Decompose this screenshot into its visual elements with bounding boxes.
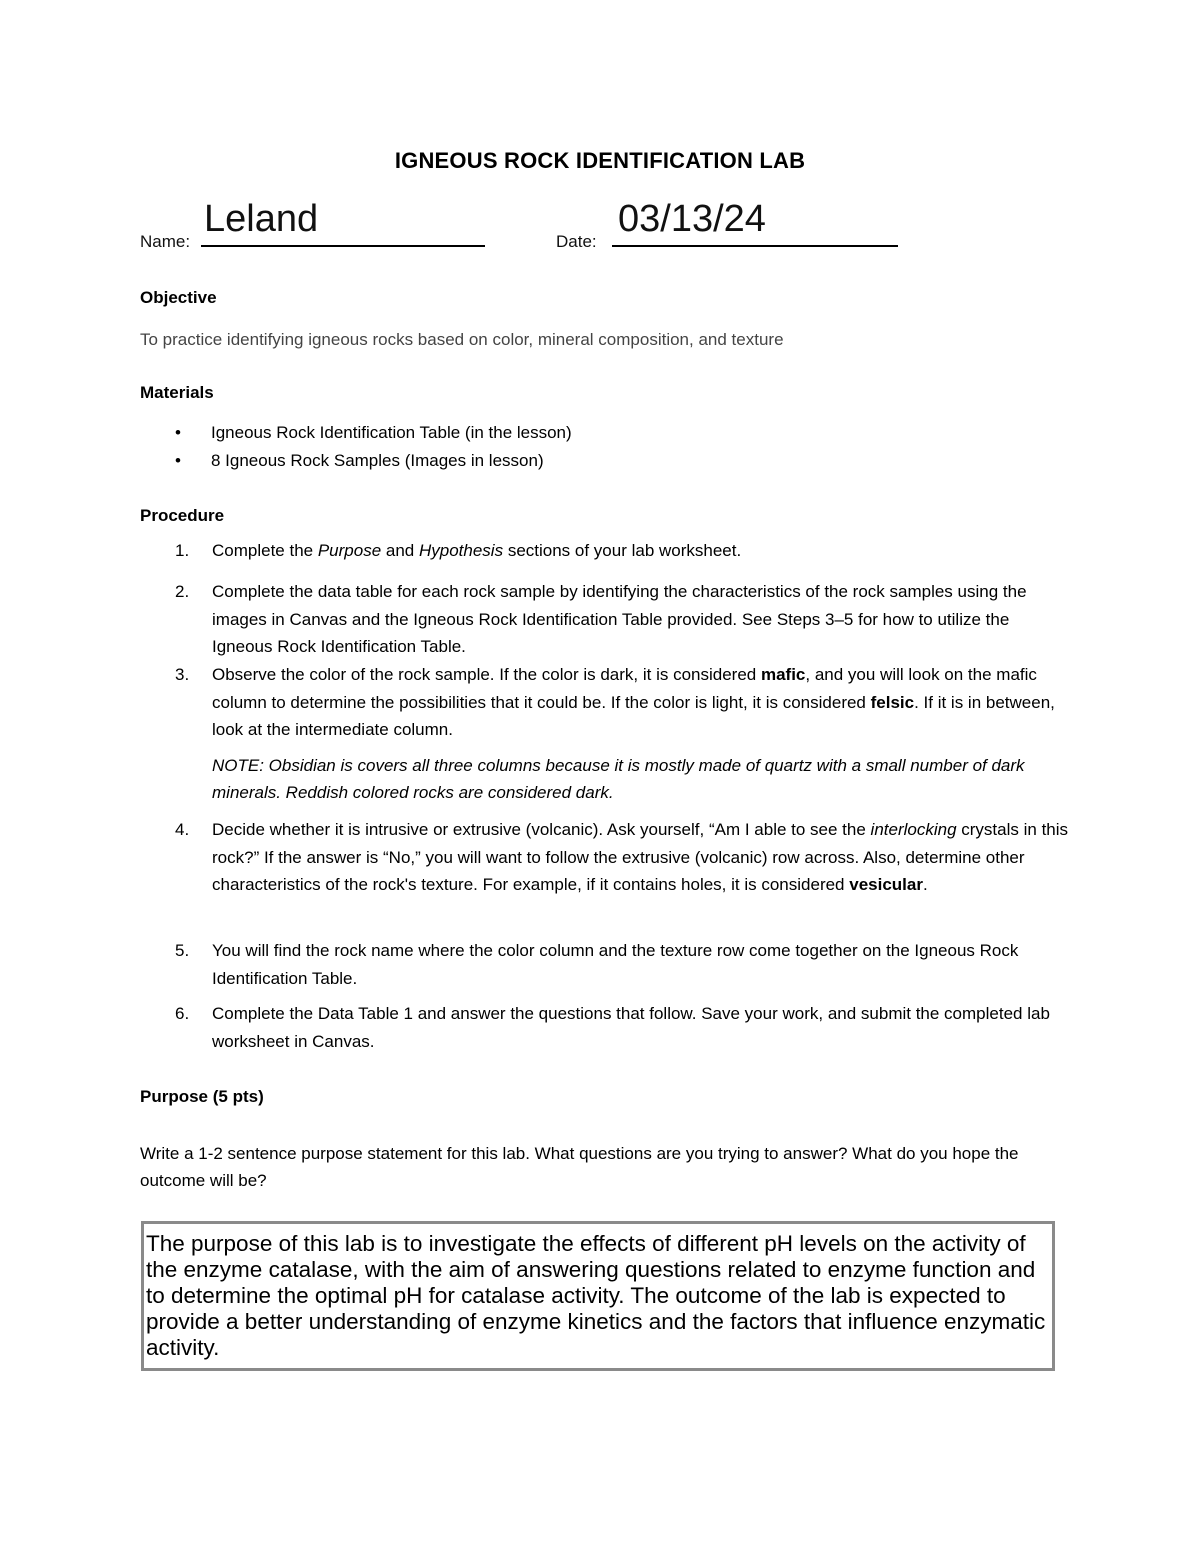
date-label: Date: (556, 232, 597, 251)
step-text: Decide whether it is intrusive or extrusive (volcanic). Ask yourself, “Am I able to see the interlocking crystals in this rock?” If the answer is “No,” you will want to follow the extrusive (volcanic) row across. Also, determine other characteristics of the rock's texture. For example, if it contains holes, it is considered vesicular. (212, 820, 1069, 894)
materials-item (175, 423, 572, 443)
page-title: IGNEOUS ROCK IDENTIFICATION LAB (394, 148, 806, 173)
procedure-step-6 (175, 1000, 1070, 1055)
step-number: 2. (175, 582, 190, 601)
step-number: 6. (175, 1004, 190, 1023)
procedure-heading: Procedure (140, 506, 225, 525)
step-text: Complete the Data Table 1 and answer the questions that follow. Save your work, and submit the completed lab worksheet in Canvas. (212, 1004, 1050, 1051)
materials-item-text: 8 Igneous Rock Samples (Images in lesson) (211, 451, 544, 470)
bullet-icon: • (175, 423, 181, 442)
step-text: Complete the data table for each rock sample by identifying the characteristics of the rock samples using the images in Canvas and the Igneous Rock Identification Table provided. See Steps 3–5 for how to utilize the Igneous Rock Identification Table. (212, 582, 1027, 656)
step-text: You will find the rock name where the color column and the texture row come together on the Igneous Rock Identification Table. (212, 941, 1019, 988)
date-value[interactable]: 03/13/24 (618, 198, 766, 240)
step-number: 1. (175, 541, 190, 560)
procedure-step-4 (175, 816, 1070, 899)
step-number: 3. (175, 665, 190, 684)
step-number: 4. (175, 820, 190, 839)
name-value[interactable]: Leland (204, 198, 319, 240)
purpose-answer-text[interactable]: The purpose of this lab is to investigate the effects of different pH levels on the activity of the enzyme catalase, with the aim of answering questions related to enzyme function and to determine the optimal pH for catalase activity. The outcome of the lab is expected to provide a better understanding of enzyme kinetics and the factors that influence enzymatic activity. (146, 1231, 1046, 1360)
objective-text: To practice identifying igneous rocks based on color, mineral composition, and texture (140, 330, 784, 349)
bullet-icon: • (175, 451, 181, 470)
step-text: Observe the color of the rock sample. If the color is dark, it is considered mafic, and you will look on the mafic column to determine the possibilities that it could be. If the color is light, it is considered felsic. If it is in between, look at the intermediate column. (212, 665, 1055, 739)
name-label: Name: (140, 232, 191, 251)
purpose-prompt: Write a 1-2 sentence purpose statement for this lab. What questions are you trying to answer? What do you hope the outcome will be? (140, 1144, 1019, 1190)
procedure-step-2 (175, 578, 1070, 661)
materials-item-text: Igneous Rock Identification Table (in the lesson) (211, 423, 572, 442)
procedure-step-5 (175, 937, 1070, 992)
objective-heading: Objective (140, 288, 217, 307)
purpose-heading: Purpose (5 pts) (140, 1087, 264, 1106)
procedure-step-1 (175, 537, 1070, 565)
materials-heading: Materials (140, 383, 214, 402)
step-note: NOTE: Obsidian is covers all three columns because it is mostly made of quartz with a small number of dark minerals. Reddish colored rocks are considered dark. (212, 755, 1025, 802)
procedure-step-3 (175, 661, 1070, 807)
step-text: Complete the Purpose and Hypothesis sections of your lab worksheet. (212, 541, 742, 560)
date-underline (612, 245, 898, 247)
step-number: 5. (175, 941, 190, 960)
name-underline (201, 245, 485, 247)
materials-item (175, 451, 544, 471)
